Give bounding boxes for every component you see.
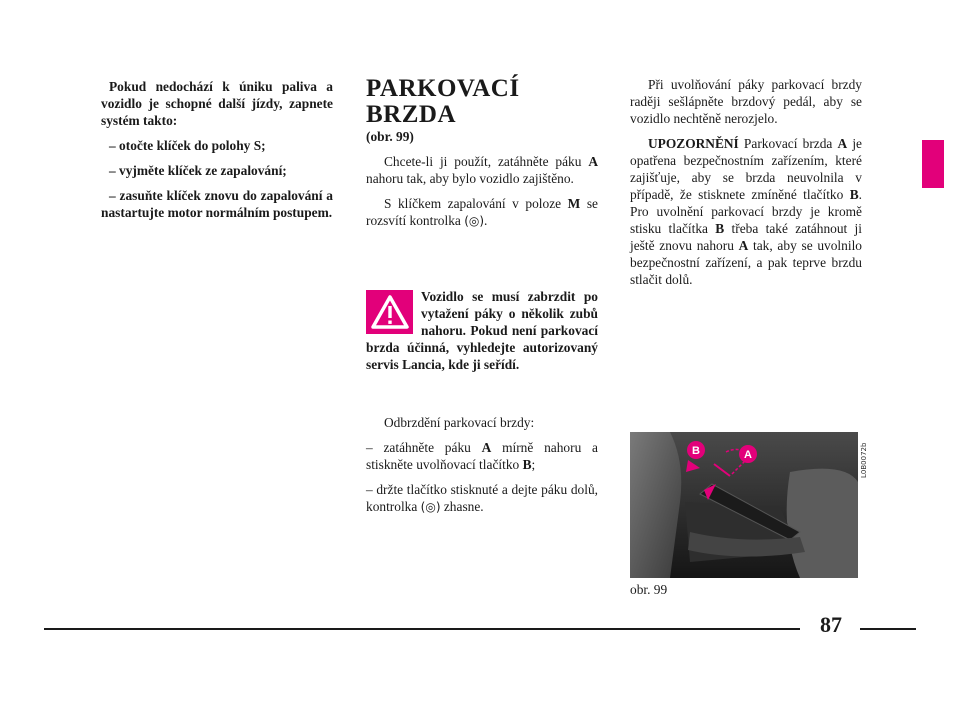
footer-rule-right xyxy=(860,628,916,630)
page-number: 87 xyxy=(820,612,842,637)
right-column xyxy=(630,76,862,296)
section-title-line-1: PARKOVACÍ xyxy=(366,75,520,102)
warning-triangle-icon xyxy=(366,290,413,334)
footer-rule-left xyxy=(44,628,800,630)
right-para-2: UPOZORNĚNÍ Parkovací brzda A je opatřena bezpečnostním zařízením, které zajišťuje, aby se brzda neuvolnila v případě, že stisknete zmíněné tlačítko B. Pro uvolnění parkovací brzdy je kromě stisku tlačítka B třeba také zatáhnout ji ještě znovu nahoru A tak, aby se uvolnilo bezpečnostní zařízení, a pak teprve brzdu stlačit dolů. xyxy=(630,136,862,287)
left-para-1: Pokud nedochází k úniku paliva a vozidlo je schopné další jízdy, zapnete systém takto: xyxy=(101,79,333,128)
section-subtitle: (obr. 99) xyxy=(366,129,414,144)
section-tab-marker xyxy=(922,140,944,188)
release-step-1: – zatáhněte páku A mírně nahoru a stiskněte uvolňovací tlačítko B; xyxy=(366,440,598,472)
right-para-1: Při uvolňování páky parkovací brzdy raději sešlápněte brzdový pedál, aby se vozidlo nechtěně nerozjelo. xyxy=(630,77,862,126)
left-step-2: – vyjměte klíček ze zapalování; xyxy=(109,163,287,178)
figure-code: L0B0072b xyxy=(860,442,868,478)
left-step-1: – otočte klíček do polohy S; xyxy=(109,138,266,153)
release-heading: Odbrzdění parkovací brzdy: xyxy=(384,415,535,430)
parking-brake-lamp-icon: (◎) xyxy=(464,214,485,228)
middle-column xyxy=(366,76,598,238)
photo-label-b: B xyxy=(692,445,700,457)
parking-brake-lamp-icon: (◎) xyxy=(420,500,441,514)
release-step-2: – držte tlačítko stisknuté a dejte páku dolů, kontrolka (◎) zhasne. xyxy=(366,482,598,514)
warning-block xyxy=(366,288,598,373)
section-title-line-2: BRZDA xyxy=(366,101,457,128)
figure-caption: obr. 99 xyxy=(630,582,668,597)
middle-para-2: S klíčkem zapalování v poloze M se rozsvítí kontrolka (◎). xyxy=(366,196,598,228)
left-step-3: – zasuňte klíček znovu do zapalování a nastartujte motor normálním postupem. xyxy=(101,188,333,220)
photo-label-a: A xyxy=(744,449,752,461)
note-label: UPOZORNĚNÍ xyxy=(648,136,739,151)
warning-text: Vozidlo se musí zabrzdit po vytažení páky o několik zubů nahoru. Pokud není parkovací brzda účinná, vyhledejte autorizovaný servis Lancia, kde ji seřídí. xyxy=(366,289,598,372)
left-column xyxy=(101,78,333,229)
release-instructions xyxy=(366,414,598,524)
middle-para-1: Chcete-li ji použít, zatáhněte páku A nahoru tak, aby bylo vozidlo zajištěno. xyxy=(366,154,598,186)
parking-brake-photo xyxy=(630,432,858,578)
